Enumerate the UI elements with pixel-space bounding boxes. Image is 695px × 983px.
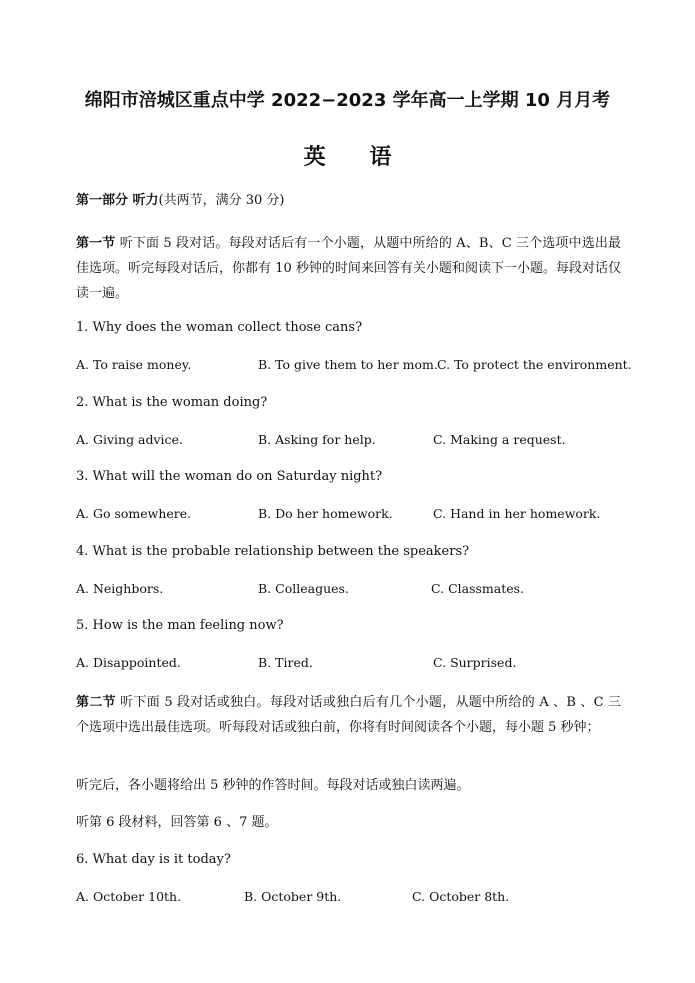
question-1-option-c: C. To protect the environment. (437, 357, 632, 372)
part1-note: (共两节，满分 30 分) (158, 193, 285, 208)
question-5-option-a: A. Disappointed. (76, 655, 181, 670)
part1-heading: 第一部分 听力 (76, 193, 159, 208)
section2-text: 听下面 5 段对话或独白。每段对话或独白后有几个小题，从题中所给的 A 、B 、C 三个选项中选出最佳选项。听每段对话或独白前，你将有时间阅读各个小题，每小题 5 秒钟； (76, 695, 621, 735)
section2-instructions (76, 690, 621, 740)
section2-label: 第二节 (76, 695, 116, 710)
question-4-stem: 4. What is the probable relationship between the speakers? (76, 544, 470, 559)
section1-label: 第一节 (76, 236, 116, 251)
question-3-option-b: B. Do her homework. (258, 506, 393, 521)
subject-heading: 英 语 (303, 145, 410, 170)
question-2-option-a: A. Giving advice. (76, 432, 183, 447)
question-5-option-c: C. Surprised. (433, 655, 517, 670)
section1-instructions (76, 231, 621, 306)
part1-heading-line (76, 193, 284, 209)
question-6-option-c: C. October 8th. (412, 889, 510, 904)
question-1-option-a: A. To raise money. (76, 357, 192, 372)
question-3-option-a: A. Go somewhere. (76, 506, 192, 521)
exam-title: 绵阳市涪城区重点中学 2022−2023 学年高一上学期 10 月月考 (84, 90, 611, 111)
question-1-option-b: B. To give them to her mom. (258, 357, 438, 372)
question-6-option-b: B. October 9th. (244, 889, 342, 904)
question-1-stem: 1. Why does the woman collect those cans? (76, 320, 363, 335)
section2-text-3: 听第 6 段材料，回答第 6 、7 题。 (76, 815, 278, 830)
question-2-option-c: C. Making a request. (433, 432, 566, 447)
question-5-stem: 5. How is the man feeling now? (76, 618, 284, 633)
question-6-stem: 6. What day is it today? (76, 852, 231, 867)
section2-text-2: 听完后，各小题将给出 5 秒钟的作答时间。每段对话或独白读两遍。 (76, 778, 470, 793)
question-6-option-a: A. October 10th. (76, 889, 182, 904)
question-5-option-b: B. Tired. (258, 655, 313, 670)
question-4-option-c: C. Classmates. (431, 581, 525, 596)
question-3-option-c: C. Hand in her homework. (433, 506, 601, 521)
section1-text: 听下面 5 段对话。每段对话后有一个小题，从题中所给的 A、B、C 三个选项中选出最佳选项。听完每段对话后，你都有 10 秒钟的时间来回答有关小题和阅读下一小题。每段对话仅读一遍。 (76, 236, 621, 301)
question-2-option-b: B. Asking for help. (258, 432, 376, 447)
question-4-option-a: A. Neighbors. (76, 581, 164, 596)
question-2-stem: 2. What is the woman doing? (76, 395, 268, 410)
question-4-option-b: B. Colleagues. (258, 581, 349, 596)
question-3-stem: 3. What will the woman do on Saturday night? (76, 469, 383, 484)
